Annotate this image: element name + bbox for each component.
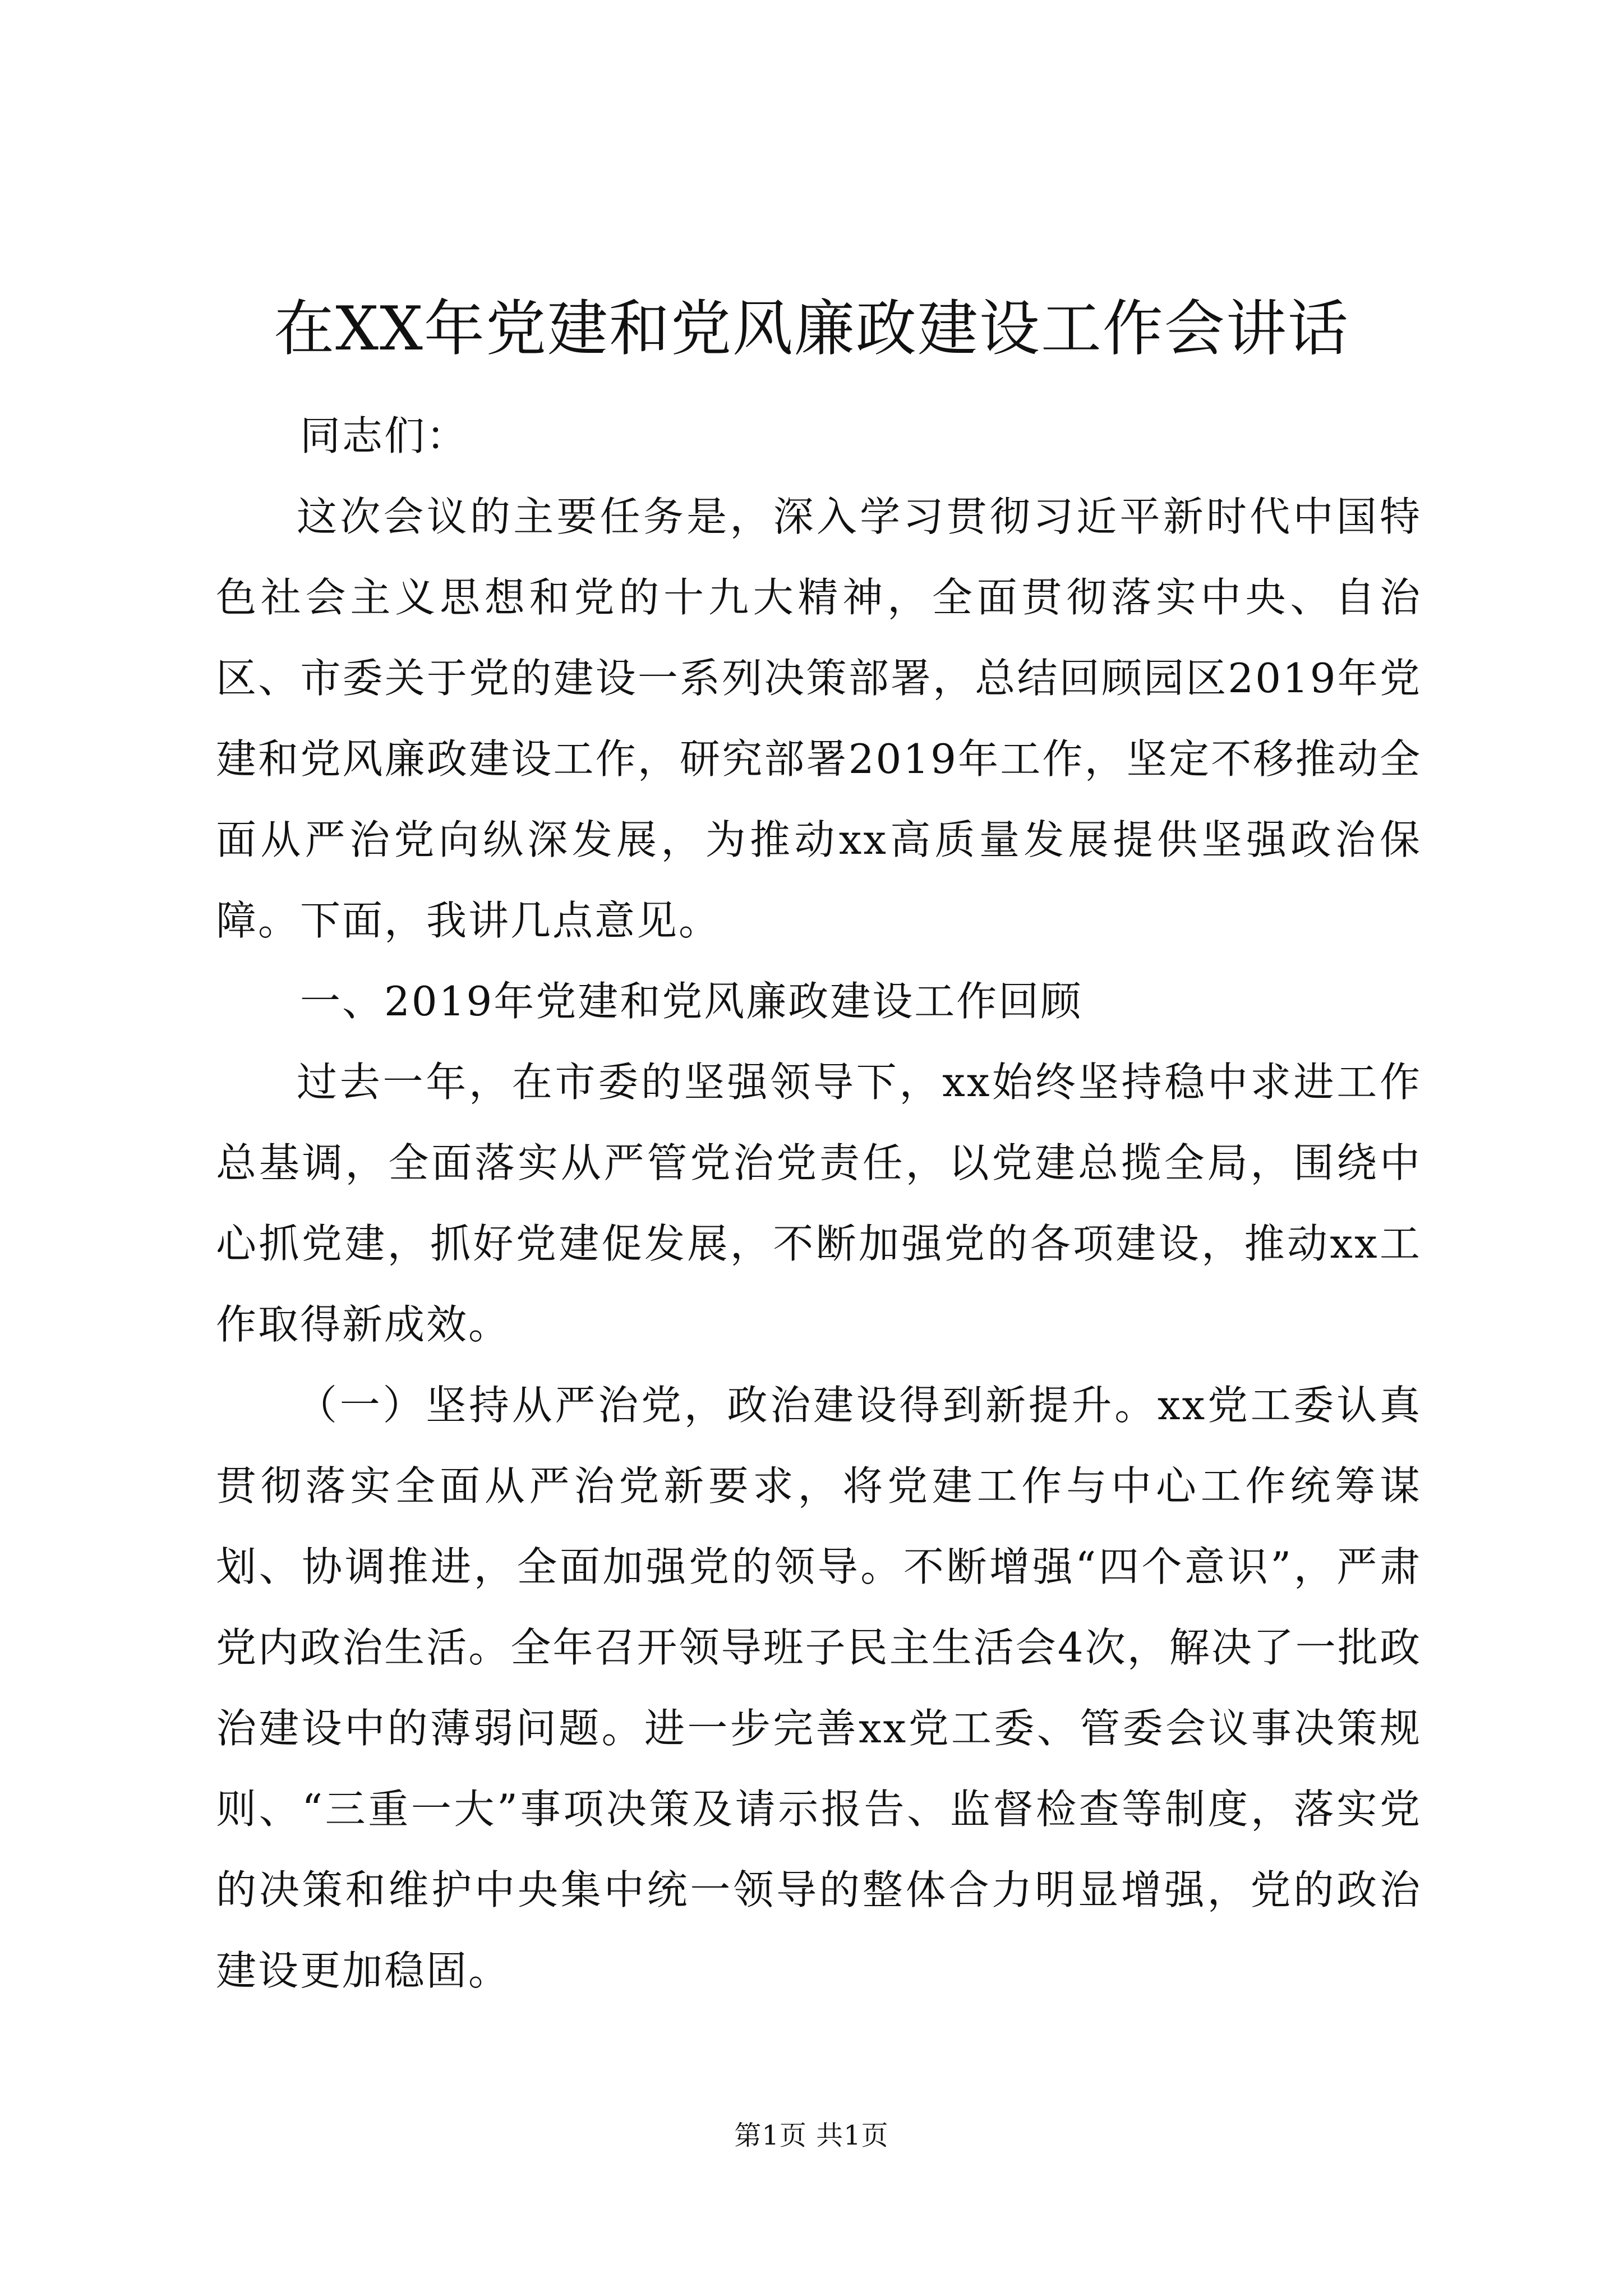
page-footer: 第1页 共1页 — [734, 2120, 889, 2151]
review-paragraph: 过去一年，在市委的坚强领导下，xx始终坚持稳中求进工作总基调，全面落实从严管党治党责任，以党建总揽全局，围绕中心抓党建，抓好党建促发展，不断加强党的各项建设，推动xx工作取得新成效。 — [216, 1059, 1422, 1348]
subsection-paragraph: （一）坚持从严治党，政治建设得到新提升。xx党工委认真贯彻落实全面从严治党新要求，将党建工作与中心工作统筹谋划、协调推进，全面加强党的领导。不断增强“四个意识”，严肃党内政治生活。全年召开领导班子民主生活会4次，解决了一批政治建设中的薄弱问题。进一步完善xx党工委、管委会议事决策规则、“三重一大”事项决策及请示报告、监督检查等制度，落实党的决策和维护中央集中统一领导的整体合力明显增强，党的政治建设更加稳固。 — [216, 1382, 1422, 1994]
document-title: 在XX年党建和党风廉政建设工作会讲话 — [274, 294, 1349, 364]
intro-paragraph: 这次会议的主要任务是，深入学习贯彻习近平新时代中国特色社会主义思想和党的十九大精神，全面贯彻落实中央、自治区、市委关于党的建设一系列决策部署，总结回顾园区2019年党建和党风廉政建设工作，研究部署2019年工作，坚定不移推动全面从严治党向纵深发展，为推动xx高质量发展提供坚强政治保障。下面，我讲几点意见。 — [216, 493, 1422, 944]
salutation-paragraph: 同志们： — [300, 412, 469, 459]
section-heading: 一、2019年党建和党风廉政建设工作回顾 — [300, 978, 1083, 1025]
document-body — [216, 395, 1422, 2011]
